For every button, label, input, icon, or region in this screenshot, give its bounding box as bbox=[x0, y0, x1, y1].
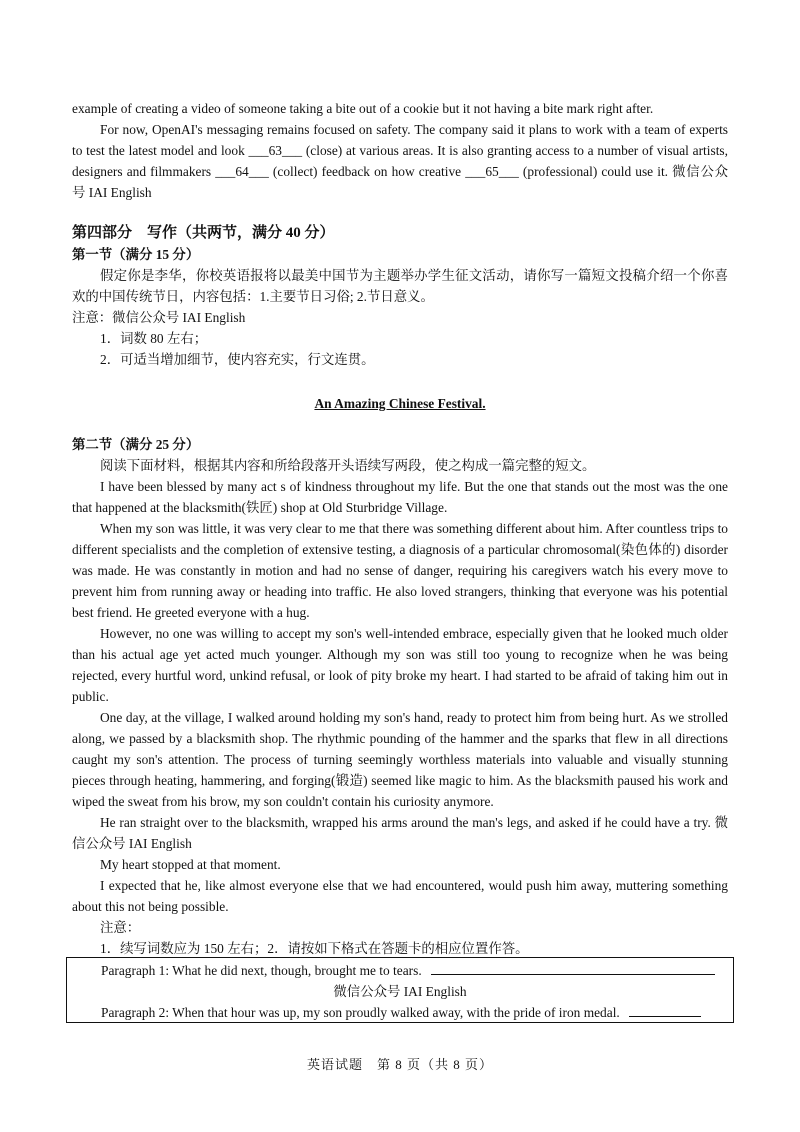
story-paragraph: When my son was little, it was very clear to me that there was something different about him. After countless trips to different specialists and the completion of extensive testing, a diagnosis of a particular chromosomal(染色体的) disorder was made. He was constantly in motion and had no sense of danger, requiring his caregivers watch his every move to prevent him from running away or heading into traffic. He also loved strangers, thinking that everyone was his potential best friend. He greeted everyone with a hug. bbox=[72, 521, 728, 620]
box-paragraph1 bbox=[101, 960, 725, 981]
section1-prompt: 假定你是李华，你校英语报将以最美中国节为主题举办学生征文活动，请你写一篇短文投稿介绍一个你喜欢的中国传统节日，内容包括：1.主要节日习俗; 2.节日意义。 bbox=[72, 268, 728, 304]
story-paragraph: My heart stopped at that moment. bbox=[100, 857, 281, 872]
essay-title: An Amazing Chinese Festival. bbox=[314, 396, 486, 411]
answer-blank-line bbox=[629, 1016, 701, 1017]
story-paragraph: One day, at the village, I walked around holding my son's hand, ready to protect him from being hurt. As we strolled along, we passed by a blacksmith shop. The rhythmic pounding of the hammer and the sparks that flew in all directions caught my son's attention. The process of turning seemingly worthless materials into valuable and visually stunning pieces through heating, hammering, and forging(锻造) seemed like magic to him. As the blacksmith paused his work and wiped the sweat from his brow, my son couldn't contain his curiosity anymore. bbox=[72, 710, 728, 809]
section2-title: 第二节（满分 25 分） bbox=[72, 437, 200, 452]
section1-title: 第一节（满分 15 分） bbox=[72, 247, 200, 262]
part4-title: 第四部分 写作（共两节，满分 40 分） bbox=[72, 225, 335, 241]
section2-note-label: 注意： bbox=[100, 920, 141, 935]
section2-note-text: 1．续写词数应为 150 左右；2．请按如下格式在答题卡的相应位置作答。 bbox=[100, 941, 529, 956]
story-paragraph: I expected that he, like almost everyone else that we had encountered, would push him away, muttering something about this not being possible. bbox=[72, 878, 728, 914]
answer-format-box bbox=[66, 957, 734, 1023]
section2-instruction: 阅读下面材料，根据其内容和所给段落开头语续写两段，使之构成一篇完整的短文。 bbox=[100, 458, 596, 473]
section1-req2: 2．可适当增加细节，使内容充实，行文连贯。 bbox=[100, 352, 375, 367]
section1-req1: 1．词数 80 左右； bbox=[100, 331, 208, 346]
box-watermark: 微信公众号 IAI English bbox=[333, 984, 467, 999]
story-paragraph: However, no one was willing to accept my son's well-intended embrace, especially given that he looked much older than his actual age yet acted much younger. Although my son was still too young to recognize when he was being rejected, every hurtful word, unkind refusal, or look of pity broke my heart. I had started to be afraid of taking him out in public. bbox=[72, 626, 728, 704]
box-paragraph1-text: Paragraph 1: What he did next, though, brought me to tears. bbox=[101, 963, 422, 978]
story-paragraph: He ran straight over to the blacksmith, wrapped his arms around the man's legs, and asked if he could have a try. 微信公众号 IAI English bbox=[72, 815, 728, 851]
section1-note: 注意：微信公众号 IAI English bbox=[72, 310, 246, 325]
box-paragraph2-text: Paragraph 2: When that hour was up, my son proudly walked away, with the pride of iron medal. bbox=[101, 1005, 620, 1020]
answer-blank-line bbox=[431, 974, 715, 975]
continuation-line: example of creating a video of someone taking a bite out of a cookie but it not having a bite mark right after. bbox=[72, 101, 654, 116]
page-footer: 英语试题 第 8 页（共 8 页） bbox=[306, 1057, 493, 1072]
box-paragraph2 bbox=[101, 1002, 725, 1023]
story-paragraph: I have been blessed by many act s of kindness throughout my life. But the one that stands out the most was the one that happened at the blacksmith(铁匠) shop at Old Sturbridge Village. bbox=[72, 479, 728, 515]
continuation-paragraph: For now, OpenAI's messaging remains focused on safety. The company said it plans to work with a team of experts to test the latest model and look ___63___ (close) at various areas. It is also granting access to a number of visual artists, designers and filmmakers ___64___ (collect) feedback on how creative ___65___ (professional) could use it. 微信公众号 IAI English bbox=[72, 122, 728, 200]
